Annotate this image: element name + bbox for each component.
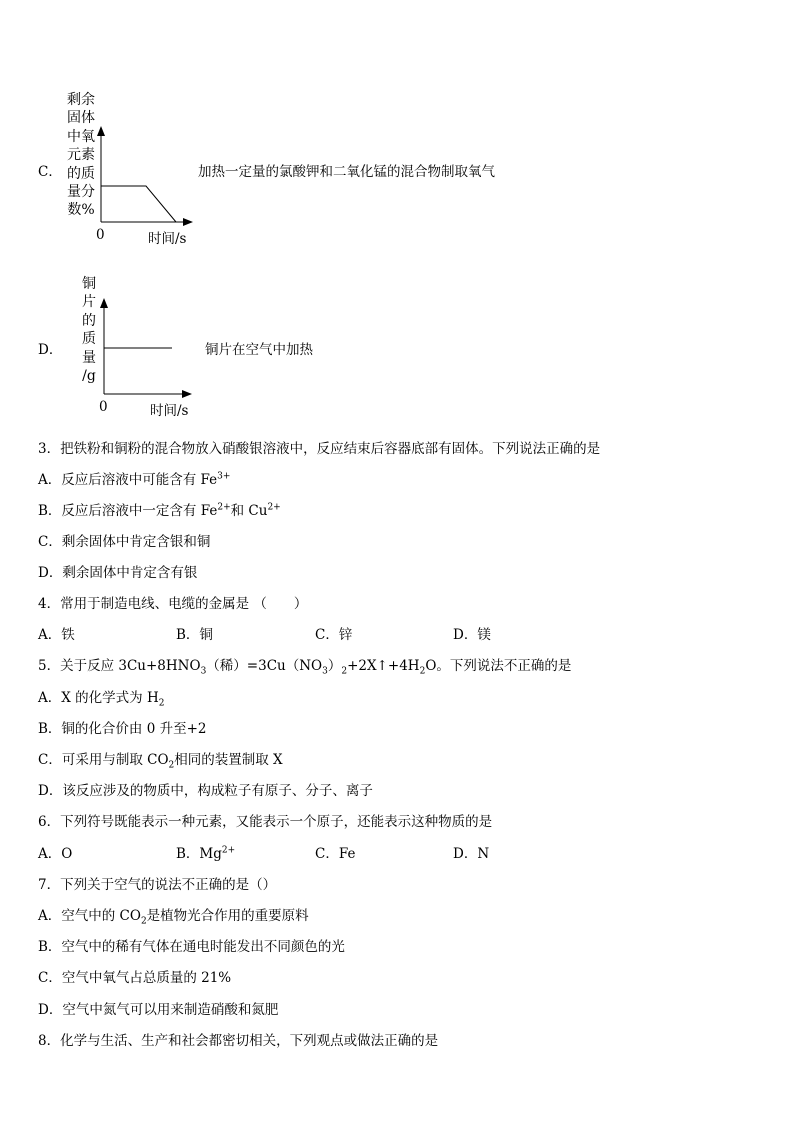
q6-option-c: C．Fe (315, 846, 356, 862)
q5-stem-sub: 2 (419, 666, 426, 677)
q5-option-b: B．铜的化合价由 0 升至+2 (38, 721, 207, 737)
option-d-letter: D． (38, 342, 63, 358)
q5-stem-sub: 2 (341, 666, 348, 677)
q4-stem: 4．常用于制造电线、电缆的金属是 （ ） (38, 596, 308, 612)
q3-a-text: A．反应后溶液中可能含有 Fe (38, 472, 218, 488)
option-d-origin: 0 (99, 399, 108, 415)
q5-c-post: 相同的装置制取 X (174, 752, 283, 768)
ylabel-line: 铜 (82, 276, 96, 292)
ylabel-line: 的 (82, 312, 96, 329)
q7-stem: 7．下列关于空气的说法不正确的是（） (38, 877, 277, 893)
ylabel-line: 量分 (67, 184, 95, 201)
q6-option-d: D．N (453, 846, 490, 862)
q3-b-mid: 和 Cu (230, 503, 268, 519)
q7-a-sub: 2 (140, 916, 147, 927)
q7-option-d: D．空气中氮气可以用来制造硝酸和氮肥 (38, 1002, 279, 1018)
option-c-origin: 0 (96, 227, 105, 243)
option-c-description: 加热一定量的氯酸钾和二氧化锰的混合物制取氧气 (198, 164, 495, 180)
q5-stem (38, 654, 571, 677)
q5-option-c (38, 748, 283, 771)
option-c-xlabel: 时间/s (148, 231, 187, 247)
q5-stem-part: O。下列说法不正确的是 (425, 658, 572, 674)
ylabel-line: 固体 (67, 110, 95, 127)
q3-b-text: B．反应后溶液中一定含有 Fe (38, 503, 218, 519)
c-y-arrow (97, 126, 105, 136)
option-d-description: 铜片在空气中加热 (205, 342, 313, 358)
q7-a-post: 是植物光合作用的重要原料 (146, 908, 309, 924)
q4-option-b: B．铜 (176, 627, 213, 643)
q3-option-a (38, 468, 230, 488)
q5-stem-sub: 3 (200, 666, 207, 677)
q5-c-sub: 2 (168, 760, 175, 771)
q5-stem-part: （稀）=3Cu（NO (206, 658, 323, 674)
q5-option-d: D．该反应涉及的物质中，构成粒子有原子、分子、离子 (38, 783, 373, 799)
ylabel-line: /g (82, 368, 96, 385)
q8-stem: 8．化学与生活、生产和社会都密切相关，下列观点或做法正确的是 (38, 1033, 439, 1049)
q4-option-a: A．铁 (38, 627, 75, 643)
q5-c-text: C．可采用与制取 CO (38, 752, 169, 768)
c-curve (101, 186, 176, 222)
ylabel-line: 质 (82, 331, 96, 348)
q3-b-sup2: 2+ (267, 502, 281, 513)
q7-a-text: A．空气中的 CO (38, 908, 141, 924)
ylabel-line: 数% (67, 202, 95, 219)
q3-a-sup: 3+ (217, 471, 231, 482)
q5-a-text: A．X 的化学式为 H (38, 690, 159, 706)
q5-option-a (38, 686, 164, 709)
ylabel-line: 的质 (67, 165, 95, 182)
ylabel-line: 量 (82, 349, 96, 366)
d-y-arrow (100, 298, 108, 308)
ylabel-line: 中氧 (67, 128, 95, 145)
q5-stem-part: 5．关于反应 3Cu+8HNO (38, 658, 201, 674)
q6-option-b (176, 842, 235, 862)
q5-stem-sub: 3 (322, 666, 328, 677)
q5-stem-part: +2X↑+4H (347, 658, 420, 674)
q6-option-a: A．O (38, 846, 73, 862)
option-d-xlabel: 时间/s (150, 403, 189, 419)
q3-option-d: D．剩余固体中肯定含有银 (38, 565, 198, 581)
q3-b-sup1: 2+ (217, 502, 231, 513)
q3-option-b (38, 499, 281, 519)
q3-stem: 3．把铁粉和铜粉的混合物放入硝酸银溶液中，反应结束后容器底部有固体。下列说法正确的是 (38, 441, 601, 457)
ylabel-line: 剩余 (67, 92, 95, 108)
ylabel-line: 元素 (67, 147, 95, 164)
q4-option-d: D．镁 (453, 627, 491, 643)
q4-option-c: C．锌 (315, 627, 353, 643)
q6-stem: 6．下列符号既能表示一种元素，又能表示一个原子，还能表示这种物质的是 (38, 814, 493, 830)
q7-option-a (38, 904, 309, 927)
q5-a-sub: 2 (158, 698, 165, 709)
q3-option-c: C．剩余固体中肯定含银和铜 (38, 534, 211, 550)
q6-b-text: B．Mg (176, 846, 222, 862)
c-x-arrow (183, 218, 193, 226)
q7-option-c: C．空气中氧气占总质量的 21% (38, 970, 232, 986)
ylabel-line: 片 (82, 294, 96, 311)
q7-option-b: B．空气中的稀有气体在通电时能发出不同颜色的光 (38, 939, 345, 955)
q6-b-sup: 2+ (221, 845, 236, 856)
option-c-letter: C． (38, 164, 62, 180)
q5-stem-part: ） (327, 658, 342, 674)
d-x-arrow (182, 390, 192, 398)
